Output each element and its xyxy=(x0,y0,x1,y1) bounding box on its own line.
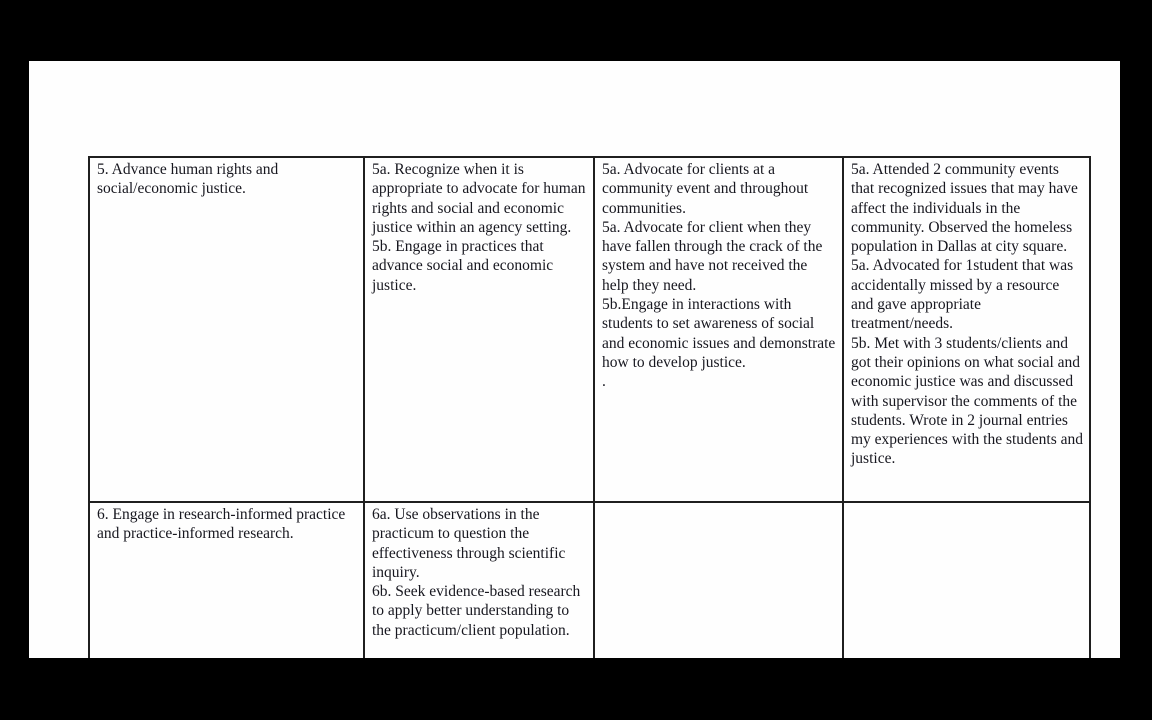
cell-paragraph: 6a. Use observations in the practicum to question the effectiveness through scientific inquiry. xyxy=(372,506,566,581)
cell-paragraph: 5b.Engage in interactions with students to set awareness of social and economic issues and demonstrate how to develop justice. xyxy=(602,296,836,371)
cell-paragraph: . xyxy=(602,373,606,391)
cell-paragraph: 5a. Advocated for 1student that was accidentally missed by a resource and gave appropriate treatment/needs. xyxy=(851,257,1074,333)
table-cell xyxy=(364,502,594,658)
cell-paragraph: 5b. Engage in practices that advance social and economic justice. xyxy=(372,238,554,294)
cell-paragraph: 6b. Seek evidence-based research to apply better understanding to the practicum/client population. xyxy=(372,583,581,639)
table-cell xyxy=(594,157,843,502)
table-row xyxy=(89,502,1090,658)
table-cell xyxy=(843,502,1090,658)
cell-paragraph: 5a. Recognize when it is appropriate to advocate for human rights and social and economic justice within an agency setting. xyxy=(372,161,586,236)
competency-table-body xyxy=(89,157,1090,658)
cell-paragraph: 5a. Advocate for client when they have fallen through the crack of the system and have not received the help they need. xyxy=(602,218,823,294)
table-cell xyxy=(89,502,364,658)
cell-paragraph: 5a. Advocate for clients at a community event and throughout communities. xyxy=(602,161,809,217)
table-cell xyxy=(843,157,1090,502)
cell-paragraph: 5a. Attended 2 community events that recognized issues that may have affect the individuals in the community. Observed the homeless population in Dallas at city square. xyxy=(851,161,1078,256)
competency-table xyxy=(88,156,1091,658)
table-cell xyxy=(364,157,594,502)
table-cell xyxy=(89,157,364,502)
table-cell xyxy=(594,502,843,658)
cell-paragraph: 5b. Met with 3 students/clients and got their opinions on what social and economic justice was and discussed with supervisor the comments of the students. Wrote in 2 journal entries my experiences with the students and justice. xyxy=(851,334,1084,468)
document-page xyxy=(29,61,1120,658)
cell-paragraph: 6. Engage in research-informed practice and practice-informed research. xyxy=(97,506,346,543)
table-row xyxy=(89,157,1090,502)
cell-paragraph: 5. Advance human rights and social/economic justice. xyxy=(97,161,279,198)
